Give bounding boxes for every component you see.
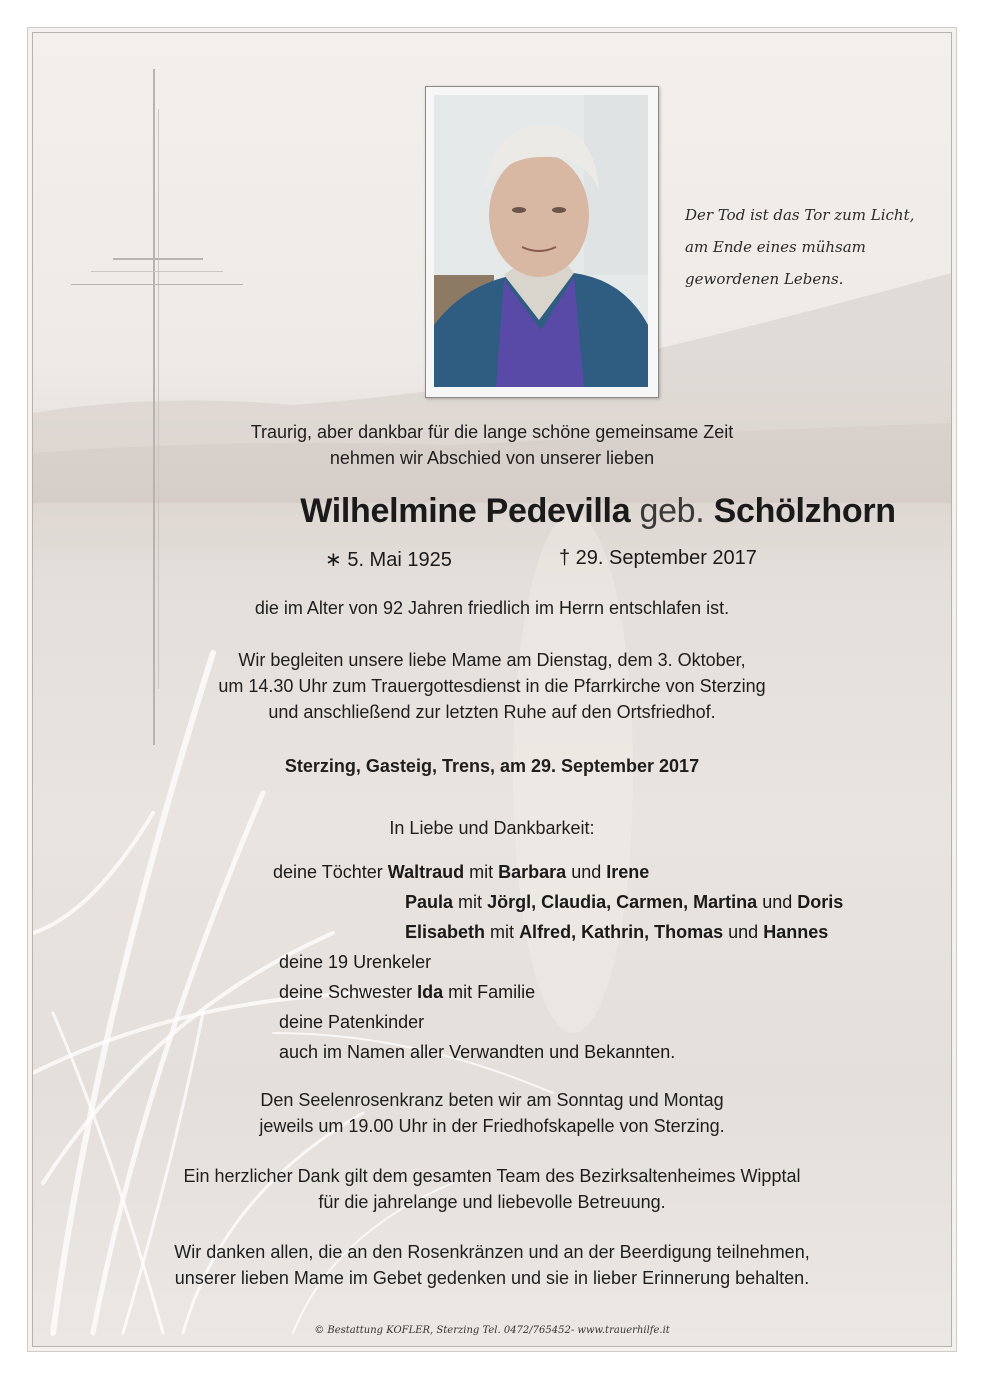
death-date: † 29. September 2017 xyxy=(559,547,757,569)
rosary-text xyxy=(33,1087,951,1139)
intro-text xyxy=(33,419,951,471)
portrait-photo xyxy=(434,95,648,387)
family-daughters-line2 xyxy=(405,889,843,915)
und-label: und xyxy=(762,892,793,912)
mit-label: mit xyxy=(469,862,494,882)
daughter-name: Paula xyxy=(405,892,454,912)
sister-prefix: deine Schwester xyxy=(279,982,413,1002)
cross-horizontal-line xyxy=(91,271,223,272)
rosary-line: jeweils um 19.00 Uhr in der Friedhofskapelle von Sterzing. xyxy=(259,1116,725,1136)
mit-label: mit xyxy=(490,922,515,942)
closing-text xyxy=(33,1239,951,1291)
closing-line: Wir danken allen, die an den Rosenkränzen und an der Beerdigung teilnehmen, xyxy=(174,1242,810,1262)
deceased-name xyxy=(33,491,952,531)
obituary-card xyxy=(32,32,952,1347)
daughter-name: Elisabeth xyxy=(405,922,486,942)
intro-line: Traurig, aber dankbar für die lange schöne gemeinsame Zeit xyxy=(250,422,734,442)
thanks-line: Ein herzlicher Dank gilt dem gesamten Team des Bezirksaltenheimes Wipptal xyxy=(183,1166,801,1186)
und-label: und xyxy=(571,862,602,882)
funeral-line: Wir begleiten unsere liebe Mame am Dienstag, dem 3. Oktober, xyxy=(238,650,746,670)
geb-label: geb. xyxy=(639,492,705,530)
thanks-text xyxy=(33,1163,951,1215)
family-daughters-line1 xyxy=(273,859,649,885)
cross-horizontal-line-long xyxy=(71,284,243,285)
intro-line: nehmen wir Abschied von unserer lieben xyxy=(329,448,655,468)
mit-label: mit xyxy=(458,892,483,912)
portrait-frame xyxy=(425,86,659,398)
deceased-maiden-name: Schölzhorn xyxy=(713,492,896,530)
und-label: und xyxy=(728,922,759,942)
daughter-name: Waltraud xyxy=(387,862,465,882)
closing-line: unserer lieben Mame im Gebet gedenken und sie in lieber Erinnerung behalten. xyxy=(174,1268,810,1288)
funeral-line: um 14.30 Uhr zum Trauergottesdienst in die Pfarrkirche von Sterzing xyxy=(218,676,766,696)
quote-line: gewordenen Lebens. xyxy=(685,270,844,288)
funeral-text xyxy=(33,647,951,725)
cross-vertical-bar xyxy=(153,69,155,745)
love-line: In Liebe und Dankbarkeit: xyxy=(389,818,595,838)
family-daughters-line3 xyxy=(405,919,828,945)
grandchild-name: Irene xyxy=(606,862,650,882)
family-relatives: auch im Namen aller Verwandten und Bekannten. xyxy=(279,1042,676,1062)
daughters-prefix: deine Töchter xyxy=(273,862,383,882)
grandchild-name: Barbara xyxy=(498,862,567,882)
quote-line: Der Tod ist das Tor zum Licht, xyxy=(685,206,915,224)
birth-date: ∗ 5. Mai 1925 xyxy=(325,549,452,571)
funeral-line: und anschließend zur letzten Ruhe auf den Ortsfriedhof. xyxy=(268,702,716,722)
sister-name: Ida xyxy=(417,982,444,1002)
place-date: Sterzing, Gasteig, Trens, am 29. September 2017 xyxy=(284,756,700,776)
sister-suffix: mit Familie xyxy=(448,982,536,1002)
thanks-line: für die jahrelange und liebevolle Betreuung. xyxy=(318,1192,666,1212)
deceased-given-name: Wilhelmine Pedevilla xyxy=(300,492,631,530)
family-godchildren: deine Patenkinder xyxy=(279,1012,425,1032)
grandchild-name: Kathrin, xyxy=(581,922,650,942)
family-sister xyxy=(279,979,535,1005)
grandchild-name: Alfred, xyxy=(519,922,577,942)
grandchild-name: Jörgl, xyxy=(487,892,537,912)
grandchild-name: Carmen, xyxy=(616,892,689,912)
grandchild-name: Claudia, xyxy=(541,892,612,912)
footer-credit: © Bestattung KOFLER, Sterzing Tel. 0472/765452- www.trauerhilfe.it xyxy=(314,1325,670,1336)
grandchild-name: Martina xyxy=(693,892,758,912)
grandchild-name: Doris xyxy=(797,892,844,912)
memorial-quote xyxy=(685,199,935,295)
quote-line: am Ende eines mühsam xyxy=(685,238,866,256)
rosary-line: Den Seelenrosenkranz beten wir am Sonntag und Montag xyxy=(260,1090,724,1110)
grandchild-name: Thomas xyxy=(654,922,724,942)
cross-horizontal-bar xyxy=(113,258,203,260)
grandchild-name: Hannes xyxy=(763,922,829,942)
family-great-grandchildren: deine 19 Urenkeler xyxy=(279,952,432,972)
age-line: die im Alter von 92 Jahren friedlich im Herrn entschlafen ist. xyxy=(254,598,730,618)
